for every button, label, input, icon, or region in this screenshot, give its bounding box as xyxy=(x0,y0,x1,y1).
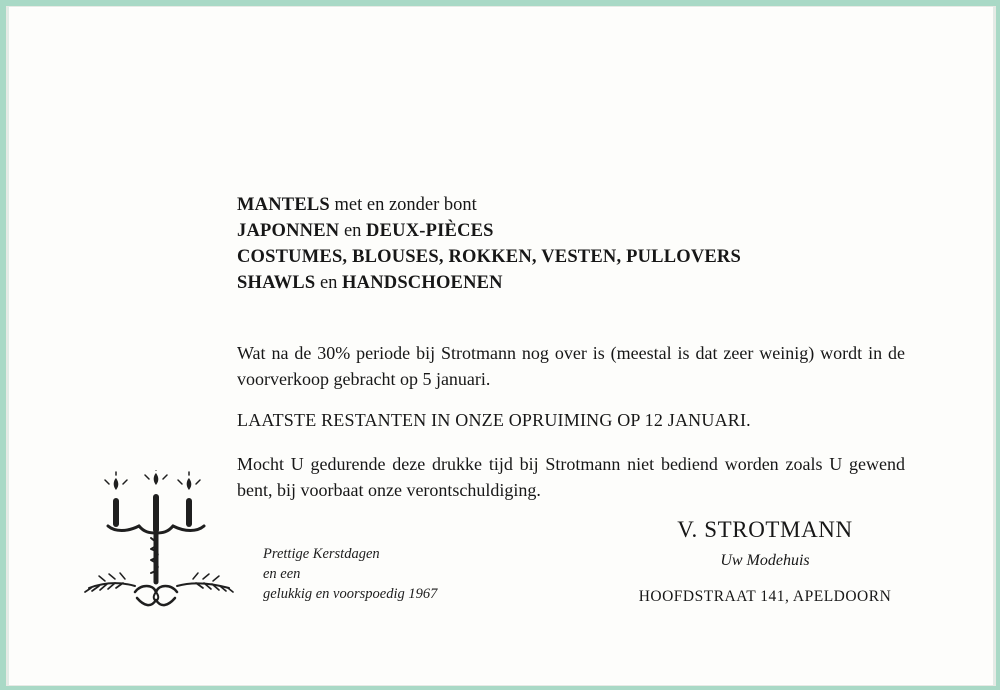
greeting-line: Prettige Kerstdagen xyxy=(263,546,380,562)
greeting-line: en een xyxy=(263,566,301,582)
shop-name: V. STROTMANN xyxy=(677,517,853,542)
apology-paragraph: Mocht U gedurende deze drukke tijd bij Strotmann niet bediend worden zoals U gewend bent, bij voorbaat onze verontschuldiging. xyxy=(237,454,905,500)
heading-line xyxy=(237,218,877,244)
sale-paragraph: Wat na de 30% periode bij Strotmann nog over is (meestal is dat zeer weinig) wordt in de voorverkoop gebracht op 5 januari. xyxy=(237,343,905,389)
clearance-paragraph: LAATSTE RESTANTEN IN ONZE OPRUIMING OP 12 JANUARI. xyxy=(237,410,751,430)
heading-lead: JAPONNEN xyxy=(237,221,340,241)
shop-address: HOOFDSTRAAT 141, APELDOORN xyxy=(638,588,892,605)
signature-block xyxy=(617,514,913,607)
candelabra-icon xyxy=(81,470,236,610)
heading-line xyxy=(237,270,877,296)
heading-lead: COSTUMES, BLOUSES, ROKKEN, VESTEN, PULLOVERS xyxy=(237,247,741,267)
heading-rest: met en zonder bont xyxy=(329,195,477,215)
heading-line xyxy=(237,244,877,270)
heading-lead: MANTELS xyxy=(237,195,330,215)
heading-connector: en xyxy=(339,221,367,241)
heading-lead: SHAWLS xyxy=(237,273,316,293)
heading-line xyxy=(237,192,877,218)
greeting-card xyxy=(6,6,996,686)
holiday-greeting xyxy=(263,544,483,604)
greeting-line: gelukkig en voorspoedig 1967 xyxy=(263,586,438,602)
candelabra-ornament xyxy=(81,470,236,610)
shop-tagline: Uw Modehuis xyxy=(720,552,810,569)
heading-connector: en xyxy=(315,273,343,293)
heading-tail: HANDSCHOENEN xyxy=(342,273,503,293)
heading-tail: DEUX-PIÈCES xyxy=(366,221,494,241)
product-list xyxy=(237,192,877,296)
